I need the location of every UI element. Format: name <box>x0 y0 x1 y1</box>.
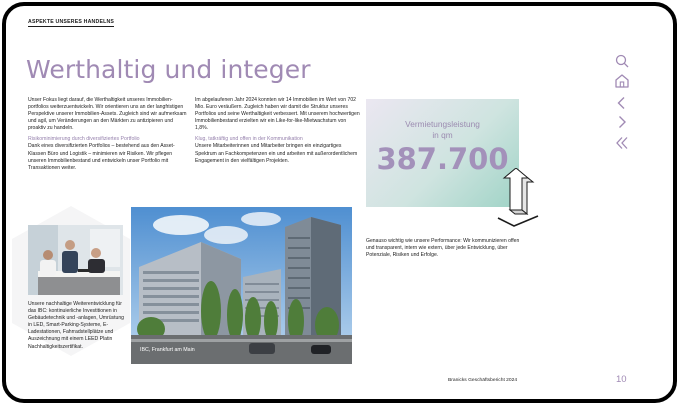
building-photo <box>131 207 352 364</box>
page-frame <box>2 2 677 403</box>
next-page-icon[interactable] <box>614 114 630 130</box>
office-building-illustration <box>131 207 352 364</box>
section-label: ASPEKTE UNSERES HANDELNS <box>28 19 115 25</box>
text-column-1 <box>28 97 188 172</box>
home-icon[interactable] <box>614 73 630 89</box>
sales-paragraph: Im abgelaufenen Jahr 2024 konnten wir 14 Immobilien im Wert von 702 Mio. Euro veräußern. Zugleich haben wir damit die Struktur unseres Portfolios und seine Werthaltigkeit verbessert. Mit unserem hochwertigen Immobilienbestand erzielten wir ein Like-for-like-Mietwachstum von 1,8%. <box>195 97 360 132</box>
page-title: Werthaltig und integer <box>26 55 311 84</box>
employees-paragraph: Unsere Mitarbeiterinnen und Mitarbeiter bringen ein einzigartiges Spektrum an Fachkompetenzen ein und arbeiten mit außerordentlichem Engagement in den vielfältigen Projekten. <box>195 143 358 164</box>
subheading-communication: Klug, tatkräftig und offen in der Kommunikation <box>195 136 303 143</box>
stat-label: Vermietungsleistung in qm <box>405 119 480 140</box>
meeting-illustration <box>28 225 123 295</box>
text-column-3 <box>366 238 526 259</box>
portfolio-paragraph: Dank eines diversifizierten Portfolios – bestehend aus den Asset-Klassen Büro und Logistik – minimieren wir Risiken. Wir pflegen unseren Immobilienbestand und entwickeln unser Portfolio mit Transaktionen weiter. <box>28 143 175 171</box>
page-number: 10 <box>616 374 627 385</box>
search-icon[interactable] <box>614 53 630 69</box>
sustainability-paragraph: Unsere nachhaltige Weiterentwicklung für das IBC: kontinuierliche Investitionen in Gebäudetechnik und -anlagen, Umrüstung in LED, Smart-Parking-Systeme, E-Ladestationen, Fahrradstellplätze und Auszeichnung mit einem LEED Platin Nachhaltigkeitszertifikat. <box>28 301 124 350</box>
text-column-4 <box>28 301 126 351</box>
report-title: Branicks Geschäftsbericht 2024 <box>448 378 518 383</box>
growth-arrow-icon <box>484 168 542 230</box>
meeting-photo <box>28 225 123 295</box>
back-to-start-icon[interactable] <box>614 135 630 151</box>
text-column-2 <box>195 97 360 165</box>
stat-value: 387.700 <box>376 142 509 176</box>
previous-page-icon[interactable] <box>614 95 630 111</box>
communication-paragraph: Genauso wichtig wie unsere Performance: Wir kommunizieren offen und transparent, intern wie extern, über jede Entwicklung, über Potenziale, Risiken und Erfolge. <box>366 238 520 259</box>
subheading-portfolio: Risikominimierung durch diversifiziertes Portfolio <box>28 136 140 143</box>
photo-caption: IBC, Frankfurt am Main <box>140 347 195 353</box>
intro-paragraph: Unser Fokus liegt darauf, die Werthaltigkeit unseres Immobilienportfolios weiterzuentwickeln. Wir orientieren uns an der langfristigen Perspektive unserer Immobilien-Assets. Zugleich sind wir aufmerksam und agil, um Veränderungen an den Märkten zu antizipieren und proaktiv zu handeln. <box>28 97 187 132</box>
